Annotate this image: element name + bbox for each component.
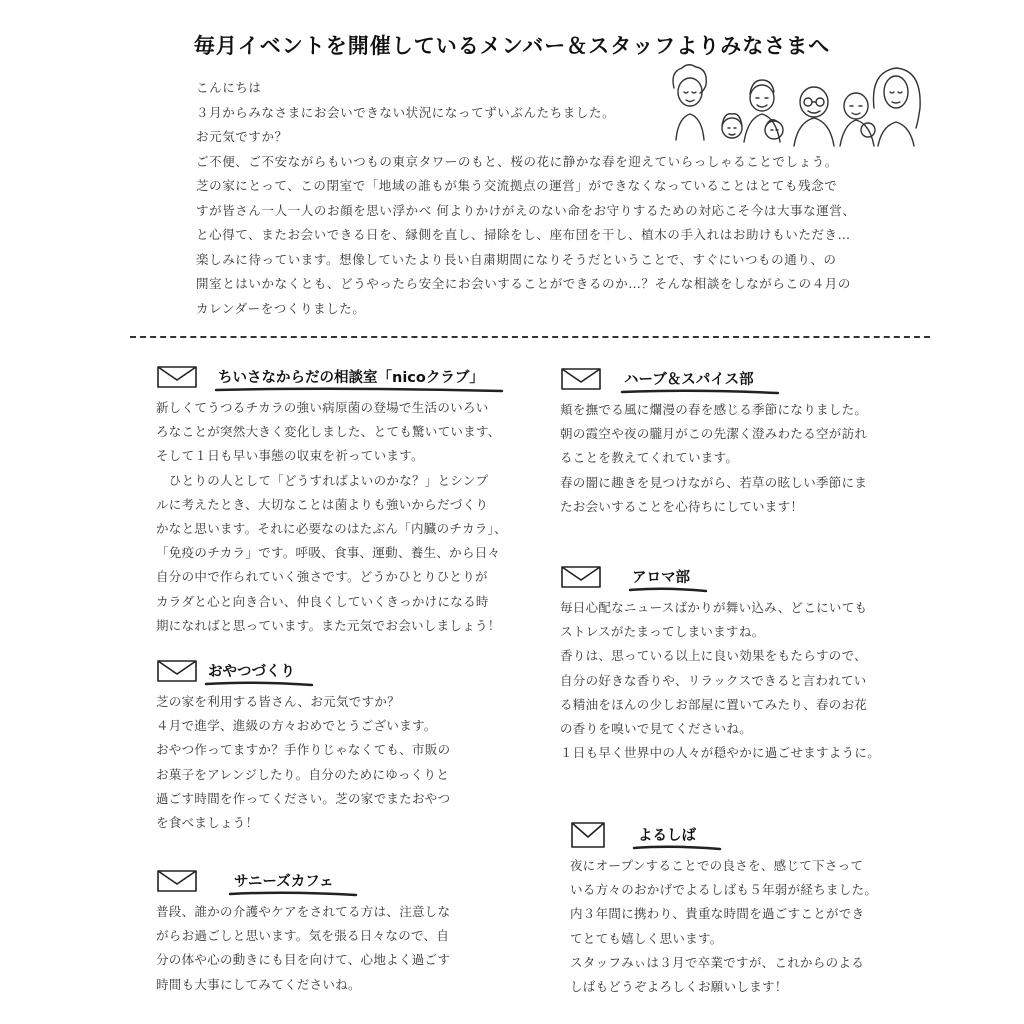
body-line: いる方々のおかげでよるしばも５年弱が経ちました。 (570, 882, 878, 898)
dashed-divider (130, 336, 930, 338)
section-nico-club (156, 362, 526, 638)
envelope-icon (570, 820, 606, 850)
intro-line: と心得て、またお会いできる日を、縁側を直し、掃除をし、座布団を干し、植木の手入れはお助けもいただき… (196, 227, 851, 242)
section-header (560, 364, 940, 398)
brush-underline (204, 680, 314, 688)
section-title: アロマ部 (632, 570, 690, 586)
section-title: ハーブ＆スパイス部 (624, 372, 754, 388)
body-line: 春の闇に趣きを見つけながら、若草の眩しい季節にま (560, 474, 868, 490)
body-line: １日も早く世界中の人々が穏やかに過ごせますように。 (560, 745, 881, 761)
brush-underline (632, 844, 722, 852)
body-line: 自分の好きな香りや、リラックスできると言われてい (560, 672, 867, 688)
body-line: カラダと心と向き合い、仲良くしていくきっかけになる時 (156, 593, 489, 609)
intro-line: ご不便、ご不安ながらもいつもの東京タワーのもと、桜の花に静かな春を迎えていらっしゃることでしょう。 (196, 153, 838, 169)
section-header (156, 362, 526, 396)
body-line: ろなことが突然大きく変化しました、とても驚いています、 (156, 424, 501, 440)
member-figure (873, 68, 920, 146)
body-line: を食べましょう！ (156, 815, 259, 831)
section-title: おやつづくり (208, 664, 295, 680)
section-body (156, 690, 526, 835)
body-line: ４月で進学、進級の方々おめでとうございます。 (156, 718, 437, 734)
brush-underline (620, 388, 780, 396)
section-title: サニーズカフェ (234, 874, 334, 890)
section-body (156, 900, 526, 997)
section-oyatsu (156, 656, 526, 835)
section-herb-spice (560, 364, 940, 519)
body-line: ストレスがたまってしまいますね。 (560, 624, 765, 640)
envelope-icon (560, 564, 602, 590)
envelope-icon (560, 366, 602, 392)
members-illustration (668, 48, 938, 148)
member-figure (744, 80, 780, 142)
body-line: る精油をほんの少しお部屋に置いてみたり、春のお花 (560, 696, 868, 712)
body-line: 期になればと思っています。また元気でお会いしましょう！ (156, 617, 501, 633)
body-line: 過ごす時間を作ってください。芝の家でまたおやつ (156, 790, 451, 806)
section-header (156, 866, 526, 900)
body-line: そして１日も早い事態の収束を祈っています。 (156, 448, 424, 464)
envelope-icon (156, 658, 198, 684)
section-header (156, 656, 526, 690)
member-figure (794, 87, 834, 146)
body-line: 夜にオープンすることでの良さを、感じて下さって (570, 858, 864, 873)
member-figure (722, 114, 742, 138)
brush-underline (628, 586, 708, 594)
envelope-icon (156, 868, 198, 894)
envelope-icon (156, 364, 198, 390)
section-header (560, 562, 940, 596)
intro-line: 芝の家にとって、この閉室で「地域の誰もが集う交流拠点の運営」ができなくなっていることはとても残念で (196, 178, 838, 193)
body-line: 毎日心配なニュースばかりが舞い込み、どこにいても (560, 600, 868, 615)
body-line: しばもどうぞよろしくお願いします！ (570, 979, 788, 995)
section-body (156, 396, 526, 638)
body-line: 「免疫のチカラ」です。呼吸、食事、運動、養生、から日々 (156, 545, 501, 561)
section-title: よるしば (638, 828, 696, 844)
member-figure (673, 65, 706, 140)
body-line: の香りを嗅いで見てくださいね。 (560, 721, 753, 737)
section-body (560, 398, 940, 519)
section-body (570, 854, 950, 999)
body-line: 自分の中で作られていく強さです。どうかひとりひとりが (156, 569, 488, 585)
body-line: 普段、誰かの介護やケアをされてる方は、注意しな (156, 904, 451, 919)
section-title: ちいさなからだの相談室「nicoクラブ」 (218, 370, 484, 386)
body-line: ひとりの人として「どうすればよいのかな？」とシンプ (156, 472, 489, 488)
section-aroma (560, 562, 940, 765)
intro-line: お元気ですか？ (196, 129, 288, 144)
intro-line: ３月からみなさまにお会いできない状況になってずいぶんたちました。 (196, 104, 616, 120)
intro-line: こんにちは (196, 80, 262, 95)
page-title: 毎月イベントを開催しているメンバー＆スタッフよりみなさまへ (193, 34, 831, 58)
body-line: がらお過ごしと思います。気を張る日々なので、自 (156, 928, 450, 944)
intro-line: カレンダーをつくりました。 (196, 300, 366, 316)
section-header (570, 818, 950, 854)
body-line: 新しくてうつるチカラの強い病原菌の登場で生活のいろい (156, 400, 489, 415)
body-line: 芝の家を利用する皆さん、お元気ですか？ (156, 694, 400, 709)
member-figure (840, 93, 875, 146)
brush-underline (214, 386, 504, 394)
section-yorushiba (570, 818, 950, 999)
body-line: ルに考えたとき、大切なことは菌よりも強いからだづくり (156, 496, 489, 512)
body-line: お菓子をアレンジしたり。自分のためにゆっくりと (156, 766, 450, 782)
body-line: 分の体や心の動きにも目を向けて、心地よく過ごす (156, 952, 451, 968)
section-sunnys-cafe (156, 866, 526, 997)
body-line: おやつ作ってますか？手作りじゃなくても、市販の (156, 742, 451, 758)
body-line: 頬を撫でる風に爛漫の春を感じる季節になりました。 (560, 402, 868, 417)
body-line: スタッフみぃは３月で卒業ですが、これからのよる (570, 954, 865, 970)
body-line: たお会いすることを心待ちにしています！ (560, 498, 804, 514)
intro-line: 楽しみに待っています。想像していたより長い自粛期間になりそうだということで、すぐにいつもの通り、の (196, 251, 837, 267)
brush-underline (228, 890, 358, 898)
section-body (560, 596, 940, 765)
body-line: 朝の霞空や夜の朧月がこの先潔く澄みわたる空が訪れ (560, 426, 868, 442)
intro-line: すが皆さん一人一人のお顔を思い浮かべ 何よりかけがえのない命をお守りするための対応こそ今は大事な運営、 (196, 202, 856, 218)
body-line: 内３年間に携わり、貴重な時間を過ごすことができ (570, 906, 865, 922)
body-line: 香りは、思っている以上に良い効果をもたらすので、 (560, 648, 867, 664)
intro-line: 開室とはいかなくとも、どうやったら安全にお会いすることができるのか…？そんな相談をしながらこの４月の (196, 276, 852, 291)
body-line: てとても嬉しく思います。 (570, 930, 723, 946)
body-line: ることを教えてくれています。 (560, 450, 739, 466)
body-line: かなと思います。それに必要なのはたぶん「内臓のチカラ」、 (156, 521, 507, 537)
body-line: 時間も大事にしてみてくださいね。 (156, 976, 361, 992)
